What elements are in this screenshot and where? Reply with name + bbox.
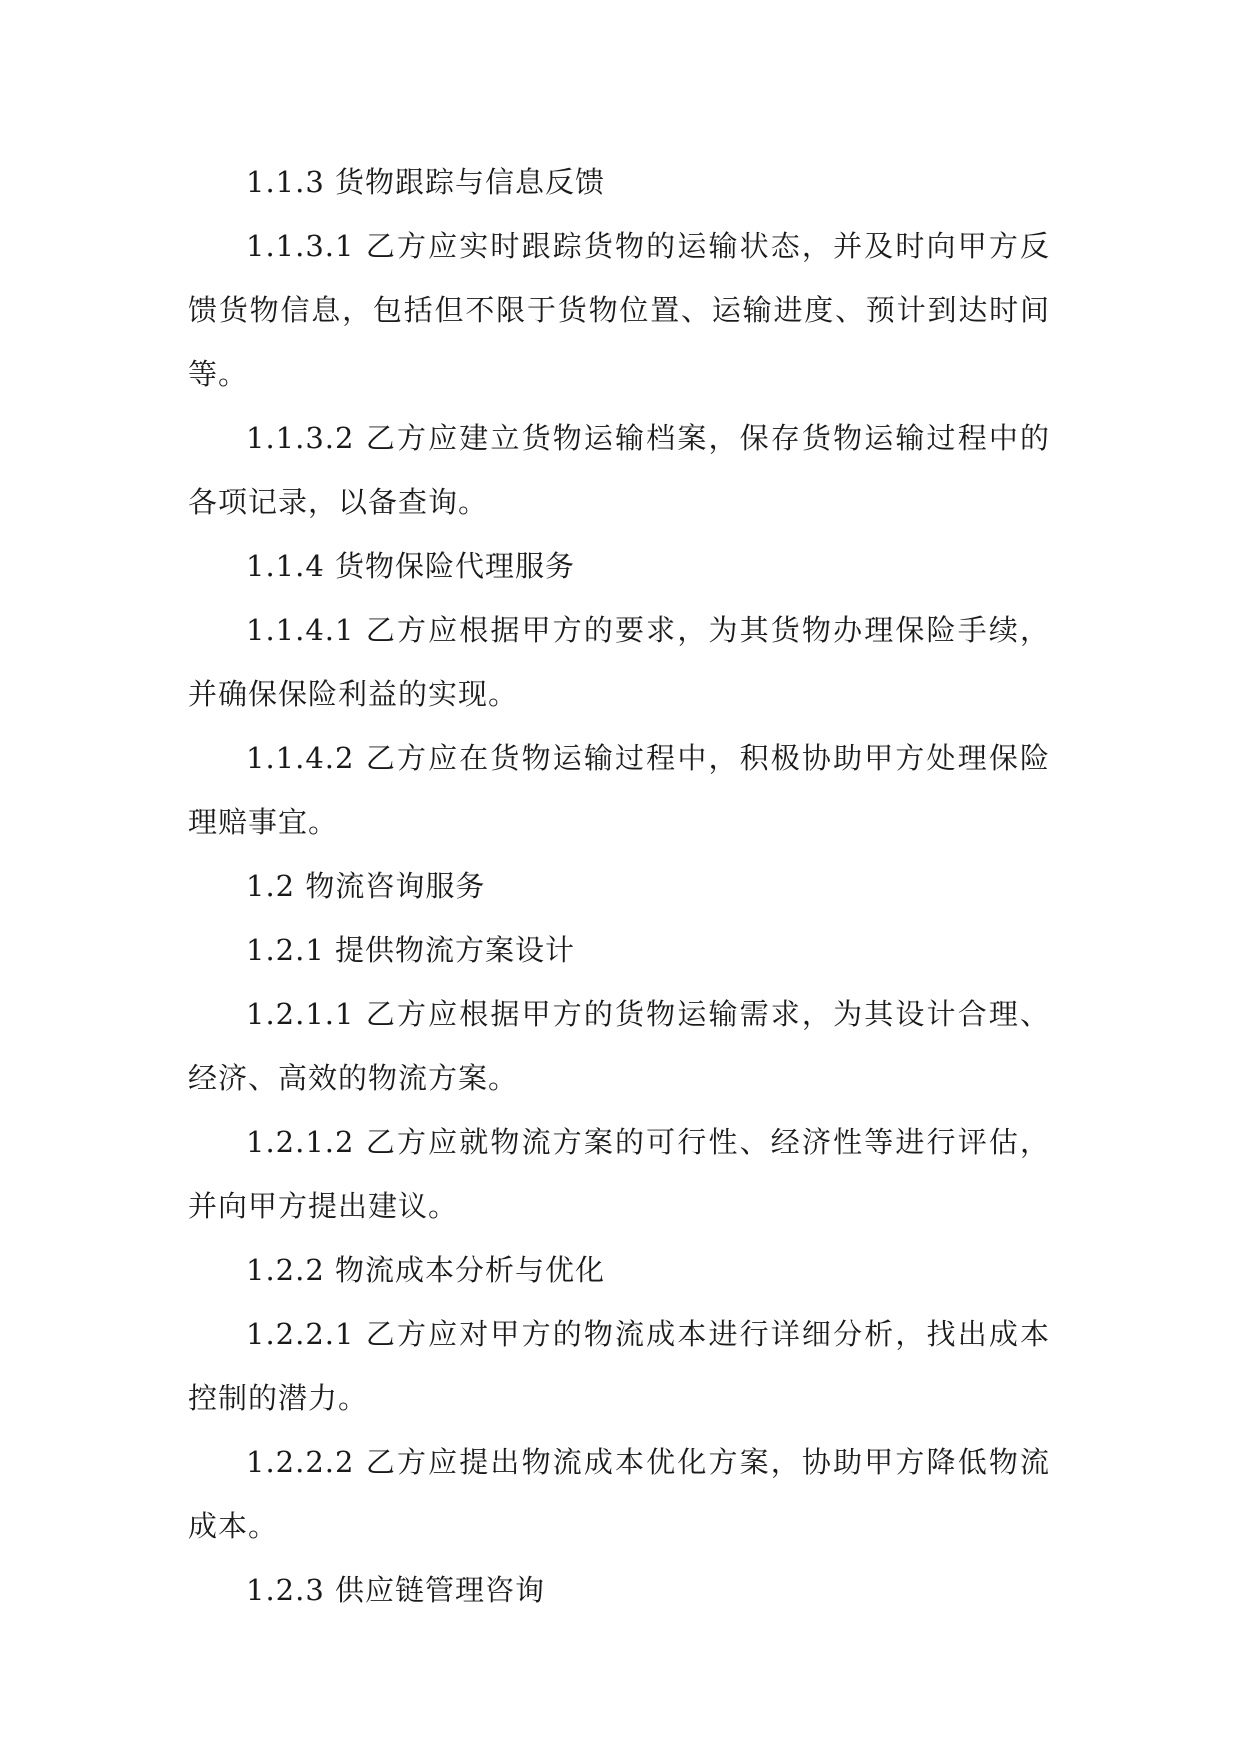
paragraph: 1.2.2.1 乙方应对甲方的物流成本进行详细分析，找出成本控制的潜力。 — [188, 1317, 1050, 1415]
paragraph: 1.2.1.2 乙方应就物流方案的可行性、经济性等进行评估，并向甲方提出建议。 — [188, 1125, 1050, 1223]
section-heading: 1.1.4 货物保险代理服务 — [246, 549, 576, 583]
paragraph: 1.1.4.2 乙方应在货物运输过程中，积极协助甲方处理保险理赔事宜。 — [188, 741, 1050, 839]
paragraph: 1.1.3.1 乙方应实时跟踪货物的运输状态，并及时向甲方反馈货物信息，包括但不限于货物位置、运输进度、预计到达时间等。 — [188, 229, 1050, 391]
paragraph: 1.2.2.2 乙方应提出物流成本优化方案，协助甲方降低物流成本。 — [188, 1445, 1050, 1543]
section-heading: 1.2.2 物流成本分析与优化 — [246, 1253, 606, 1287]
paragraph: 1.1.4.1 乙方应根据甲方的要求，为其货物办理保险手续，并确保保险利益的实现。 — [188, 613, 1050, 711]
section-heading: 1.2.3 供应链管理咨询 — [246, 1573, 546, 1607]
section-heading: 1.2.1 提供物流方案设计 — [246, 933, 576, 967]
section-heading: 1.2 物流咨询服务 — [246, 869, 486, 903]
paragraph: 1.1.3.2 乙方应建立货物运输档案，保存货物运输过程中的各项记录，以备查询。 — [188, 421, 1050, 519]
document-body — [188, 150, 1050, 1622]
section-heading: 1.1.3 货物跟踪与信息反馈 — [246, 165, 606, 199]
paragraph: 1.2.1.1 乙方应根据甲方的货物运输需求，为其设计合理、经济、高效的物流方案。 — [188, 997, 1050, 1095]
